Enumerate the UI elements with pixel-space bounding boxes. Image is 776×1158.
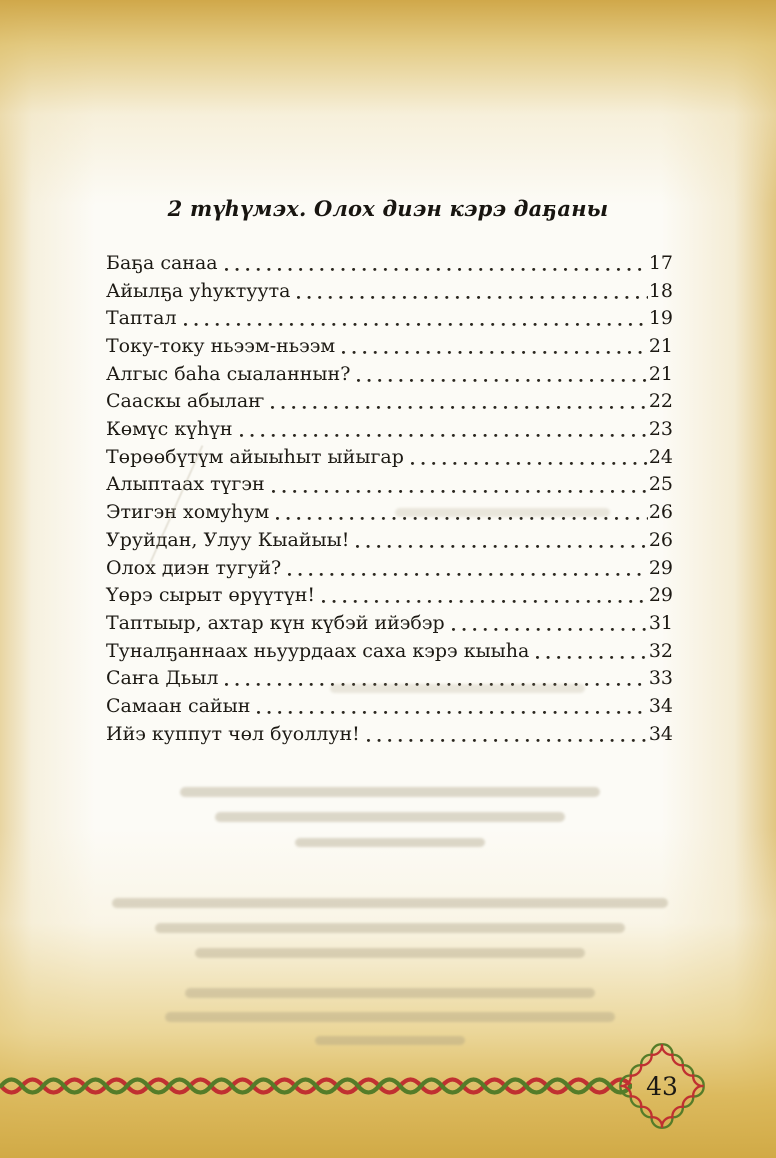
ghost-text-line: [395, 508, 610, 517]
toc-entry-page-number: 34: [648, 722, 673, 745]
toc-entry: [106, 361, 673, 389]
toc-entry-page-number: 22: [648, 390, 673, 413]
dot-leader: [238, 416, 648, 444]
toc-entry: [106, 472, 673, 500]
table-of-contents: [106, 250, 673, 748]
rope-border-ornament: [0, 1074, 632, 1098]
ghost-text-line: [180, 787, 600, 797]
ghost-text-line: [165, 1012, 615, 1022]
toc-entry: [106, 416, 673, 444]
toc-entry-page-number: 18: [648, 279, 673, 302]
toc-entry: [106, 555, 673, 583]
toc-entry-title: Көмүс күһүн: [106, 418, 233, 441]
dot-leader: [365, 721, 648, 749]
toc-entry-page-number: 32: [648, 639, 673, 662]
ghost-text-line: [195, 948, 585, 958]
dot-leader: [255, 693, 647, 721]
dot-leader: [409, 444, 648, 472]
ghost-text-line: [155, 923, 625, 933]
toc-entry: [106, 610, 673, 638]
toc-entry-title: Төрөөбүтүм айыыһыт ыйыгар: [106, 445, 404, 468]
toc-entry-title: Туналҕаннаах ньуурдаах саха кэрэ кыыһа: [106, 639, 530, 662]
toc-entry-page-number: 29: [648, 556, 673, 579]
dot-leader: [295, 278, 647, 306]
toc-entry-page-number: 21: [648, 335, 673, 358]
toc-entry-title: Ийэ куппут чөл буоллун!: [106, 722, 360, 745]
toc-entry-page-number: 25: [648, 473, 673, 496]
toc-entry-page-number: 19: [648, 307, 673, 330]
toc-entry-title: Этигэн хомуһум: [106, 501, 270, 524]
dot-leader: [354, 527, 647, 555]
toc-entry: [106, 693, 673, 721]
ghost-text-line: [295, 838, 485, 847]
ghost-text-line: [215, 812, 565, 822]
toc-entry-title: Олох диэн тугуй?: [106, 556, 282, 579]
toc-entry-title: Току-току ньээм-ньээм: [106, 335, 336, 358]
toc-entry-title: Уруйдан, Улуу Кыайыы!: [106, 528, 350, 551]
toc-entry: [106, 582, 673, 610]
toc-entry: [106, 333, 673, 361]
dot-leader: [223, 250, 648, 278]
toc-entry-page-number: 29: [648, 584, 673, 607]
dot-leader: [355, 361, 647, 389]
toc-entry: [106, 721, 673, 749]
toc-entry: [106, 638, 673, 666]
toc-entry-title: Саҥа Дьыл: [106, 667, 219, 690]
dot-leader: [450, 610, 648, 638]
toc-entry-page-number: 34: [648, 694, 673, 717]
section-title: 2 түһүмэх. Олох диэн кэрэ даҕаны: [167, 196, 609, 221]
ghost-text-line: [112, 898, 668, 908]
toc-entry: [106, 388, 673, 416]
toc-entry: [106, 305, 673, 333]
toc-entry-page-number: 31: [648, 611, 673, 634]
toc-entry: [106, 250, 673, 278]
dot-leader: [320, 582, 648, 610]
toc-entry-page-number: 26: [648, 528, 673, 551]
toc-entry-title: Алыптаах түгэн: [106, 473, 265, 496]
toc-entry-page-number: 23: [648, 418, 673, 441]
dot-leader: [182, 305, 648, 333]
dot-leader: [534, 638, 647, 666]
toc-entry-title: Алгыс баһа сыаланнын?: [106, 362, 351, 385]
toc-entry-page-number: 26: [648, 501, 673, 524]
toc-entry-page-number: 17: [648, 251, 673, 274]
ghost-text-line: [315, 1036, 465, 1045]
ghost-text-line: [185, 988, 595, 998]
toc-entry-title: Самаан сайын: [106, 694, 251, 717]
toc-entry-page-number: 24: [648, 445, 673, 468]
dot-leader: [270, 472, 648, 500]
dot-leader: [286, 555, 648, 583]
toc-entry-title: Үөрэ сырыт өрүүтүн!: [106, 584, 316, 607]
toc-entry-page-number: 33: [648, 667, 673, 690]
dot-leader: [269, 388, 647, 416]
dot-leader: [340, 333, 648, 361]
page-number: 43: [646, 1071, 678, 1101]
toc-entry-page-number: 21: [648, 362, 673, 385]
toc-entry: [106, 278, 673, 306]
toc-entry-title: Таптал: [106, 307, 177, 330]
toc-entry: [106, 527, 673, 555]
toc-entry-title: Сааскы абылаҥ: [106, 390, 265, 413]
toc-entry-title: Айылҕа уһуктуута: [106, 279, 291, 302]
toc-entry-title: Таптыыр, ахтар күн күбэй ийэбэр: [106, 611, 445, 634]
toc-entry-title: Баҕа санаа: [106, 251, 218, 274]
ghost-text-line: [330, 684, 585, 693]
